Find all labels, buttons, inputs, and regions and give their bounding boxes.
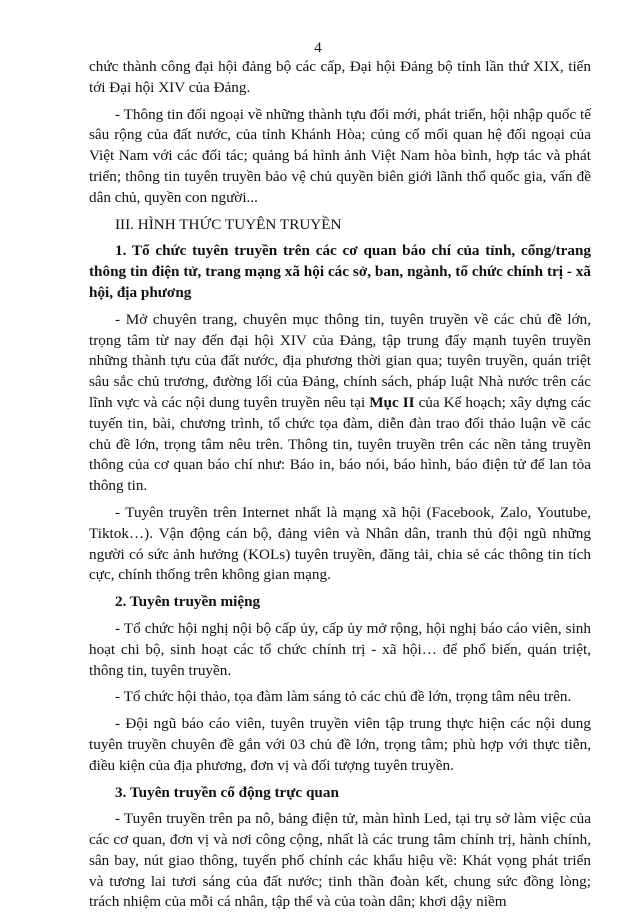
paragraph-continuation: chức thành công đại hội đảng bộ các cấp, Đại hội Đảng bộ tỉnh lần thứ XIX, tiến tới Đại hội XIV của Đảng.: [89, 58, 591, 96]
page-number: 4: [314, 40, 322, 56]
subheading-visual: 3. Tuyên truyền cổ động trực quan: [115, 783, 339, 801]
paragraph-press-pages: [89, 310, 591, 497]
paragraph-conferences: - Tổ chức hội nghị nội bộ cấp ủy, cấp ủy mở rộng, hội nghị báo cáo viên, sinh hoạt chi bộ, sinh hoạt các tổ chức chính trị - xã hội… để phổ biến, quán triệt, thông tin, tuyên truyền.: [89, 619, 591, 679]
paragraph-foreign-info: - Thông tin đối ngoại về những thành tựu đổi mới, phát triển, hội nhập quốc tế sâu rộng của đất nước, của tỉnh Khánh Hòa; củng cố mối quan hệ đối ngoại của Việt Nam với các đối tác; quảng bá hình ảnh Việt Nam hòa bình, hợp tác và phát triển; thông tin tuyên truyền bảo vệ chủ quyền biên giới lãnh thổ quốc gia, vấn đề dân chủ, quyền con người...: [89, 105, 591, 206]
text-run: của Kế hoạch; xây dựng các tuyến tin, bài, chương trình, tổ chức tọa đàm, diễn đàn trao đổi thảo luận về các chủ đề lớn, trọng tâm nêu trên. Thông tin, tuyên truyền trên các nền tảng truyền thông của cơ quan báo chí như: Báo in, báo nói, báo hình, báo điện tử để lan tỏa thông tin.: [89, 393, 592, 495]
subheading-press-media: 1. Tổ chức tuyên truyền trên các cơ quan báo chí của tỉnh, cổng/trang thông tin điện tử, trang mạng xã hội các sở, ban, ngành, tổ chức chính trị - xã hội, địa phương: [89, 242, 591, 301]
paragraph-seminars: - Tổ chức hội thảo, tọa đàm làm sáng tỏ các chủ đề lớn, trọng tâm nêu trên.: [115, 688, 572, 706]
bold-reference: Mục II: [369, 393, 415, 411]
section-heading-iii: III. HÌNH THỨC TUYÊN TRUYỀN: [115, 215, 342, 233]
text-run: - Mở chuyên trang, chuyên mục thông tin, tuyên truyền về các chủ đề lớn, trọng tâm từ nay đến đại hội XIV của Đảng, tập trung đẩy mạnh tuyên truyền những thành tựu của đất nước, địa phương thời gian qua; tuyên truyền, quán triệt sâu sắc chủ trương, đường lối của Đảng, chính sách, pháp luật Nhà nước trên các lĩnh vực và các nội dung tuyên truyền nêu tại: [89, 310, 591, 411]
subheading-oral: 2. Tuyên truyền miệng: [115, 593, 261, 611]
paragraph-panels: - Tuyên truyền trên pa nô, bảng điện tử, màn hình Led, tại trụ sở làm việc của các cơ quan, đơn vị và nơi công cộng, nhất là các trung tâm chính trị, hành chính, sân bay, nút giao thông, tuyến phố chính các khẩu hiệu về: Khát vọng phát triển và tương lai tươi sáng của đất nước; tinh thần đoàn kết, chung sức đồng lòng; trách nhiệm của mỗi cá nhân, tập thể và của toàn dân; khơi dậy niềm: [89, 810, 591, 911]
document-body: [89, 57, 591, 919]
paragraph-speakers: - Đội ngũ báo cáo viên, tuyên truyền viên tập trung thực hiện các nội dung tuyên truyền chuyên đề gắn với 03 chủ đề lớn, trọng tâm; phù hợp với thực tiễn, điều kiện của địa phương, đơn vị và đối tượng tuyên truyền.: [89, 715, 591, 774]
paragraph-internet: - Tuyên truyền trên Internet nhất là mạng xã hội (Facebook, Zalo, Youtube, Tiktok…). Vận động cán bộ, đảng viên và Nhân dân, tranh thủ đội ngũ những người có sức ảnh hưởng (KOLs) tuyên truyền, đăng tải, chia sẻ các thông tin tích cực, chính thống trên không gian mạng.: [89, 503, 591, 584]
